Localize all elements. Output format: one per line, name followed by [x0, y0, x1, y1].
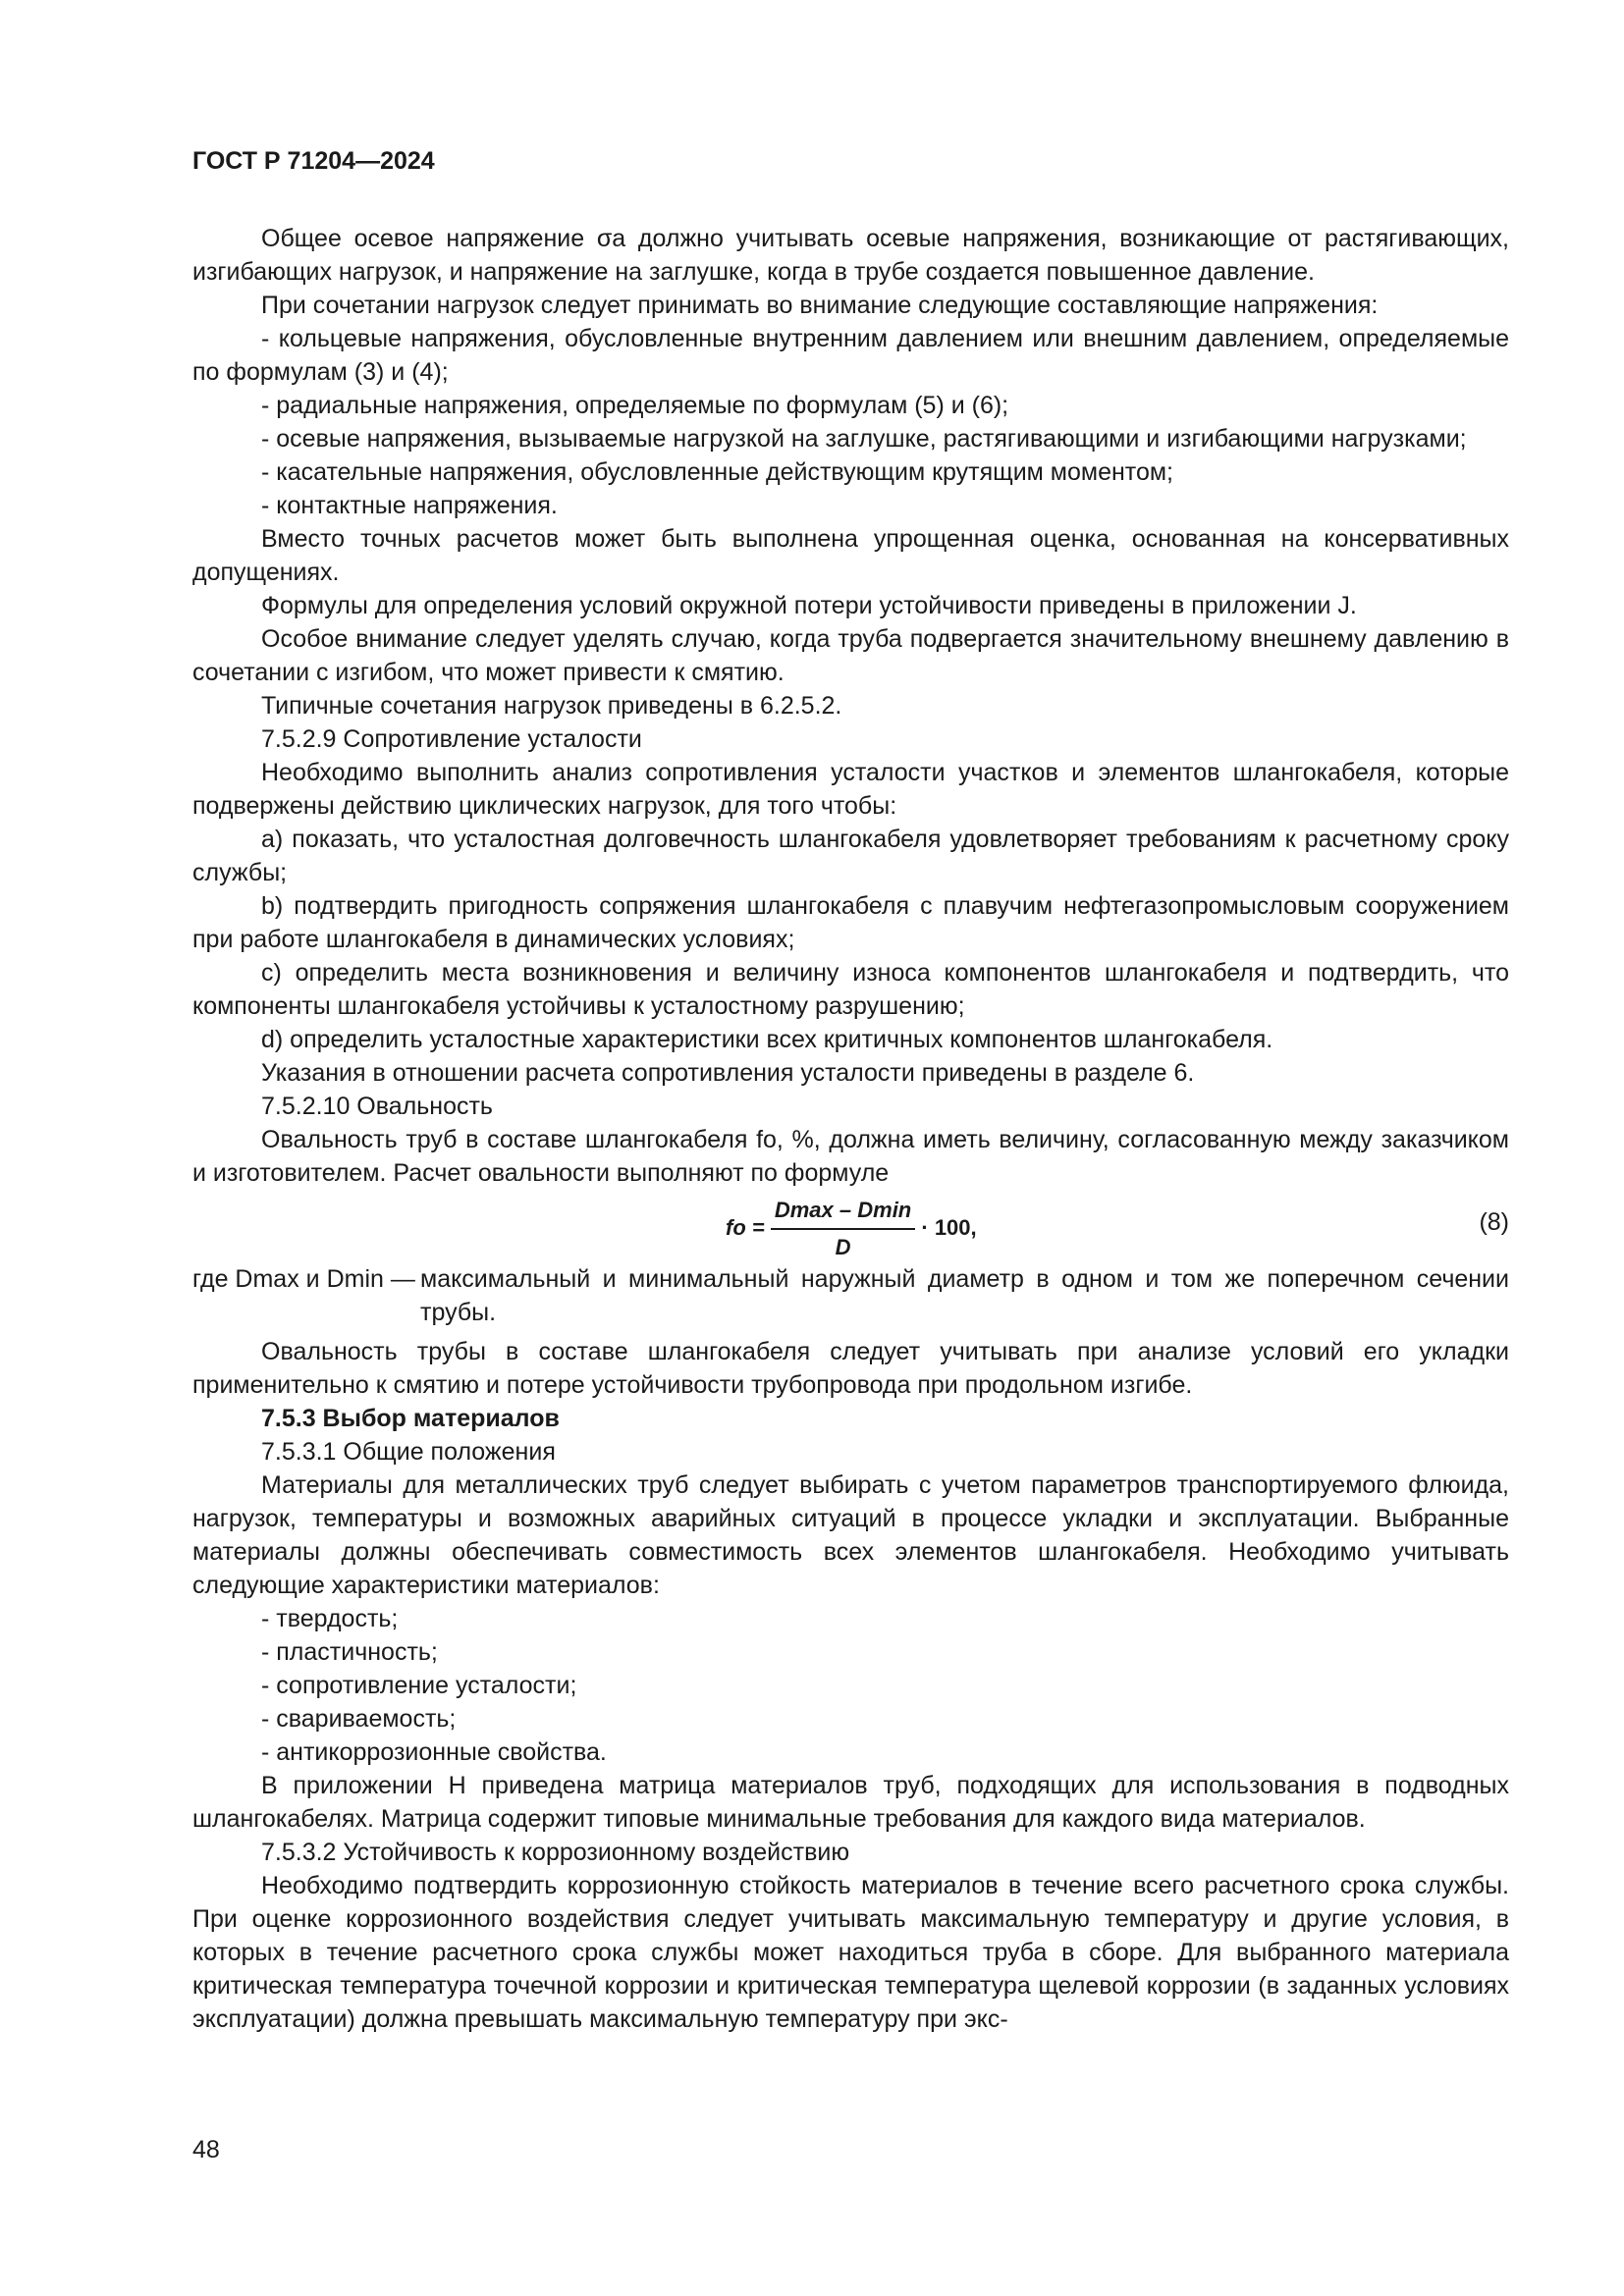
legend-symbols: где Dmax и Dmin —	[192, 1265, 415, 1293]
document-header: ГОСТ Р 71204—2024	[192, 147, 435, 175]
list-item: - касательные напряжения, обусловленные действующим крутящим моментом;	[261, 458, 1173, 486]
formula-lhs: fо =	[726, 1214, 765, 1240]
list-item: b) подтвердить пригодность сопряжения шлангокабеля с плавучим нефтегазопромысловым сооружением при работе шлангокабеля в динамических условиях;	[192, 892, 1509, 953]
list-item: - сопротивление усталости;	[261, 1672, 577, 1699]
paragraph: Указания в отношении расчета сопротивления усталости приведены в разделе 6.	[261, 1059, 1195, 1087]
list-item: - кольцевые напряжения, обусловленные внутренним давлением или внешним давлением, определяемые по формулам (3) и (4);	[192, 325, 1509, 386]
list-item: - твердость;	[261, 1605, 399, 1632]
section-heading: 7.5.2.9 Сопротивление усталости	[261, 725, 642, 753]
list-item: а) показать, что усталостная долговечность шлангокабеля удовлетворяет требованиям к расчетному сроку службы;	[192, 826, 1509, 886]
paragraph: Овальность трубы в составе шлангокабеля следует учитывать при анализе условий его укладки применительно к смятию и потере устойчивости трубопровода при продольном изгибе.	[192, 1338, 1509, 1399]
formula-numerator: Dmax – Dmin	[771, 1194, 915, 1230]
formula-legend	[192, 1262, 1509, 1329]
list-item: - радиальные напряжения, определяемые по формулам (5) и (6);	[261, 392, 1009, 419]
list-item: с) определить места возникновения и величину износа компонентов шлангокабеля и подтвердить, что компоненты шлангокабеля устойчивы к усталостному разрушению;	[192, 959, 1509, 1020]
section-heading: 7.5.2.10 Овальность	[261, 1093, 493, 1120]
paragraph: Типичные сочетания нагрузок приведены в 6.2.5.2.	[261, 692, 842, 720]
paragraph: Материалы для металлических труб следует выбирать с учетом параметров транспортируемого флюида, нагрузок, температуры и возможных аварийных ситуаций в процессе укладки и эксплуатации. Выбранные материалы должны обеспечивать совместимость всех элементов шлангокабеля. Необходимо учитывать следующие характеристики материалов:	[192, 1471, 1509, 1599]
formula-rhs: · 100,	[921, 1214, 977, 1240]
paragraph: Формулы для определения условий окружной потери устойчивости приведены в приложении J.	[261, 592, 1357, 619]
formula-body	[726, 1194, 977, 1264]
formula-8	[192, 1194, 1509, 1259]
legend-description: максимальный и минимальный наружный диаметр в одном и том же поперечном сечении трубы.	[420, 1265, 1509, 1326]
paragraph: Необходимо выполнить анализ сопротивления усталости участков и элементов шлангокабеля, которые подвержены действию циклических нагрузок, для того чтобы:	[192, 759, 1509, 820]
formula-number: (8)	[1479, 1208, 1509, 1236]
paragraph: Вместо точных расчетов может быть выполнена упрощенная оценка, основанная на консервативных допущениях.	[192, 525, 1509, 586]
formula-denominator: D	[835, 1235, 851, 1259]
list-item: - свариваемость;	[261, 1705, 457, 1733]
list-item: - осевые напряжения, вызываемые нагрузкой на заглушке, растягивающими и изгибающими нагрузками;	[261, 425, 1467, 453]
list-item: - контактные напряжения.	[261, 492, 558, 519]
section-heading: 7.5.3.1 Общие положения	[261, 1438, 556, 1466]
page-number: 48	[192, 2136, 220, 2163]
paragraph: При сочетании нагрузок следует принимать во внимание следующие составляющие напряжения:	[261, 292, 1379, 319]
paragraph: Общее осевое напряжение σа должно учитывать осевые напряжения, возникающие от растягивающих, изгибающих нагрузок, и напряжение на заглушке, когда в трубе создается повышенное давление.	[192, 225, 1509, 286]
formula-fraction	[771, 1194, 915, 1264]
paragraph: Особое внимание следует уделять случаю, когда труба подвергается значительному внешнему давлению в сочетании с изгибом, что может привести к смятию.	[192, 625, 1509, 686]
paragraph: В приложении Н приведена матрица материалов труб, подходящих для использования в подводных шлангокабелях. Матрица содержит типовые минимальные требования для каждого вида материалов.	[192, 1772, 1509, 1833]
list-item: - пластичность;	[261, 1638, 438, 1666]
section-heading: 7.5.3.2 Устойчивость к коррозионному воздействию	[261, 1839, 850, 1866]
document-body	[192, 222, 1509, 2036]
list-item: - антикоррозионные свойства.	[261, 1738, 607, 1766]
section-heading: 7.5.3 Выбор материалов	[261, 1405, 560, 1432]
paragraph: Овальность труб в составе шлангокабеля fо, %, должна иметь величину, согласованную между заказчиком и изготовителем. Расчет овальности выполняют по формуле	[192, 1126, 1509, 1187]
list-item: d) определить усталостные характеристики всех критичных компонентов шлангокабеля.	[261, 1026, 1273, 1053]
paragraph: Необходимо подтвердить коррозионную стойкость материалов в течение всего расчетного срока службы. При оценке коррозионного воздействия следует учитывать максимальную температуру и другие условия, в которых в течение расчетного срока службы может находиться труба в сборе. Для выбранного материала критическая температура точечной коррозии и критическая температура щелевой коррозии (в заданных условиях эксплуатации) должна превышать максимальную температуру при экс-	[192, 1872, 1509, 2033]
